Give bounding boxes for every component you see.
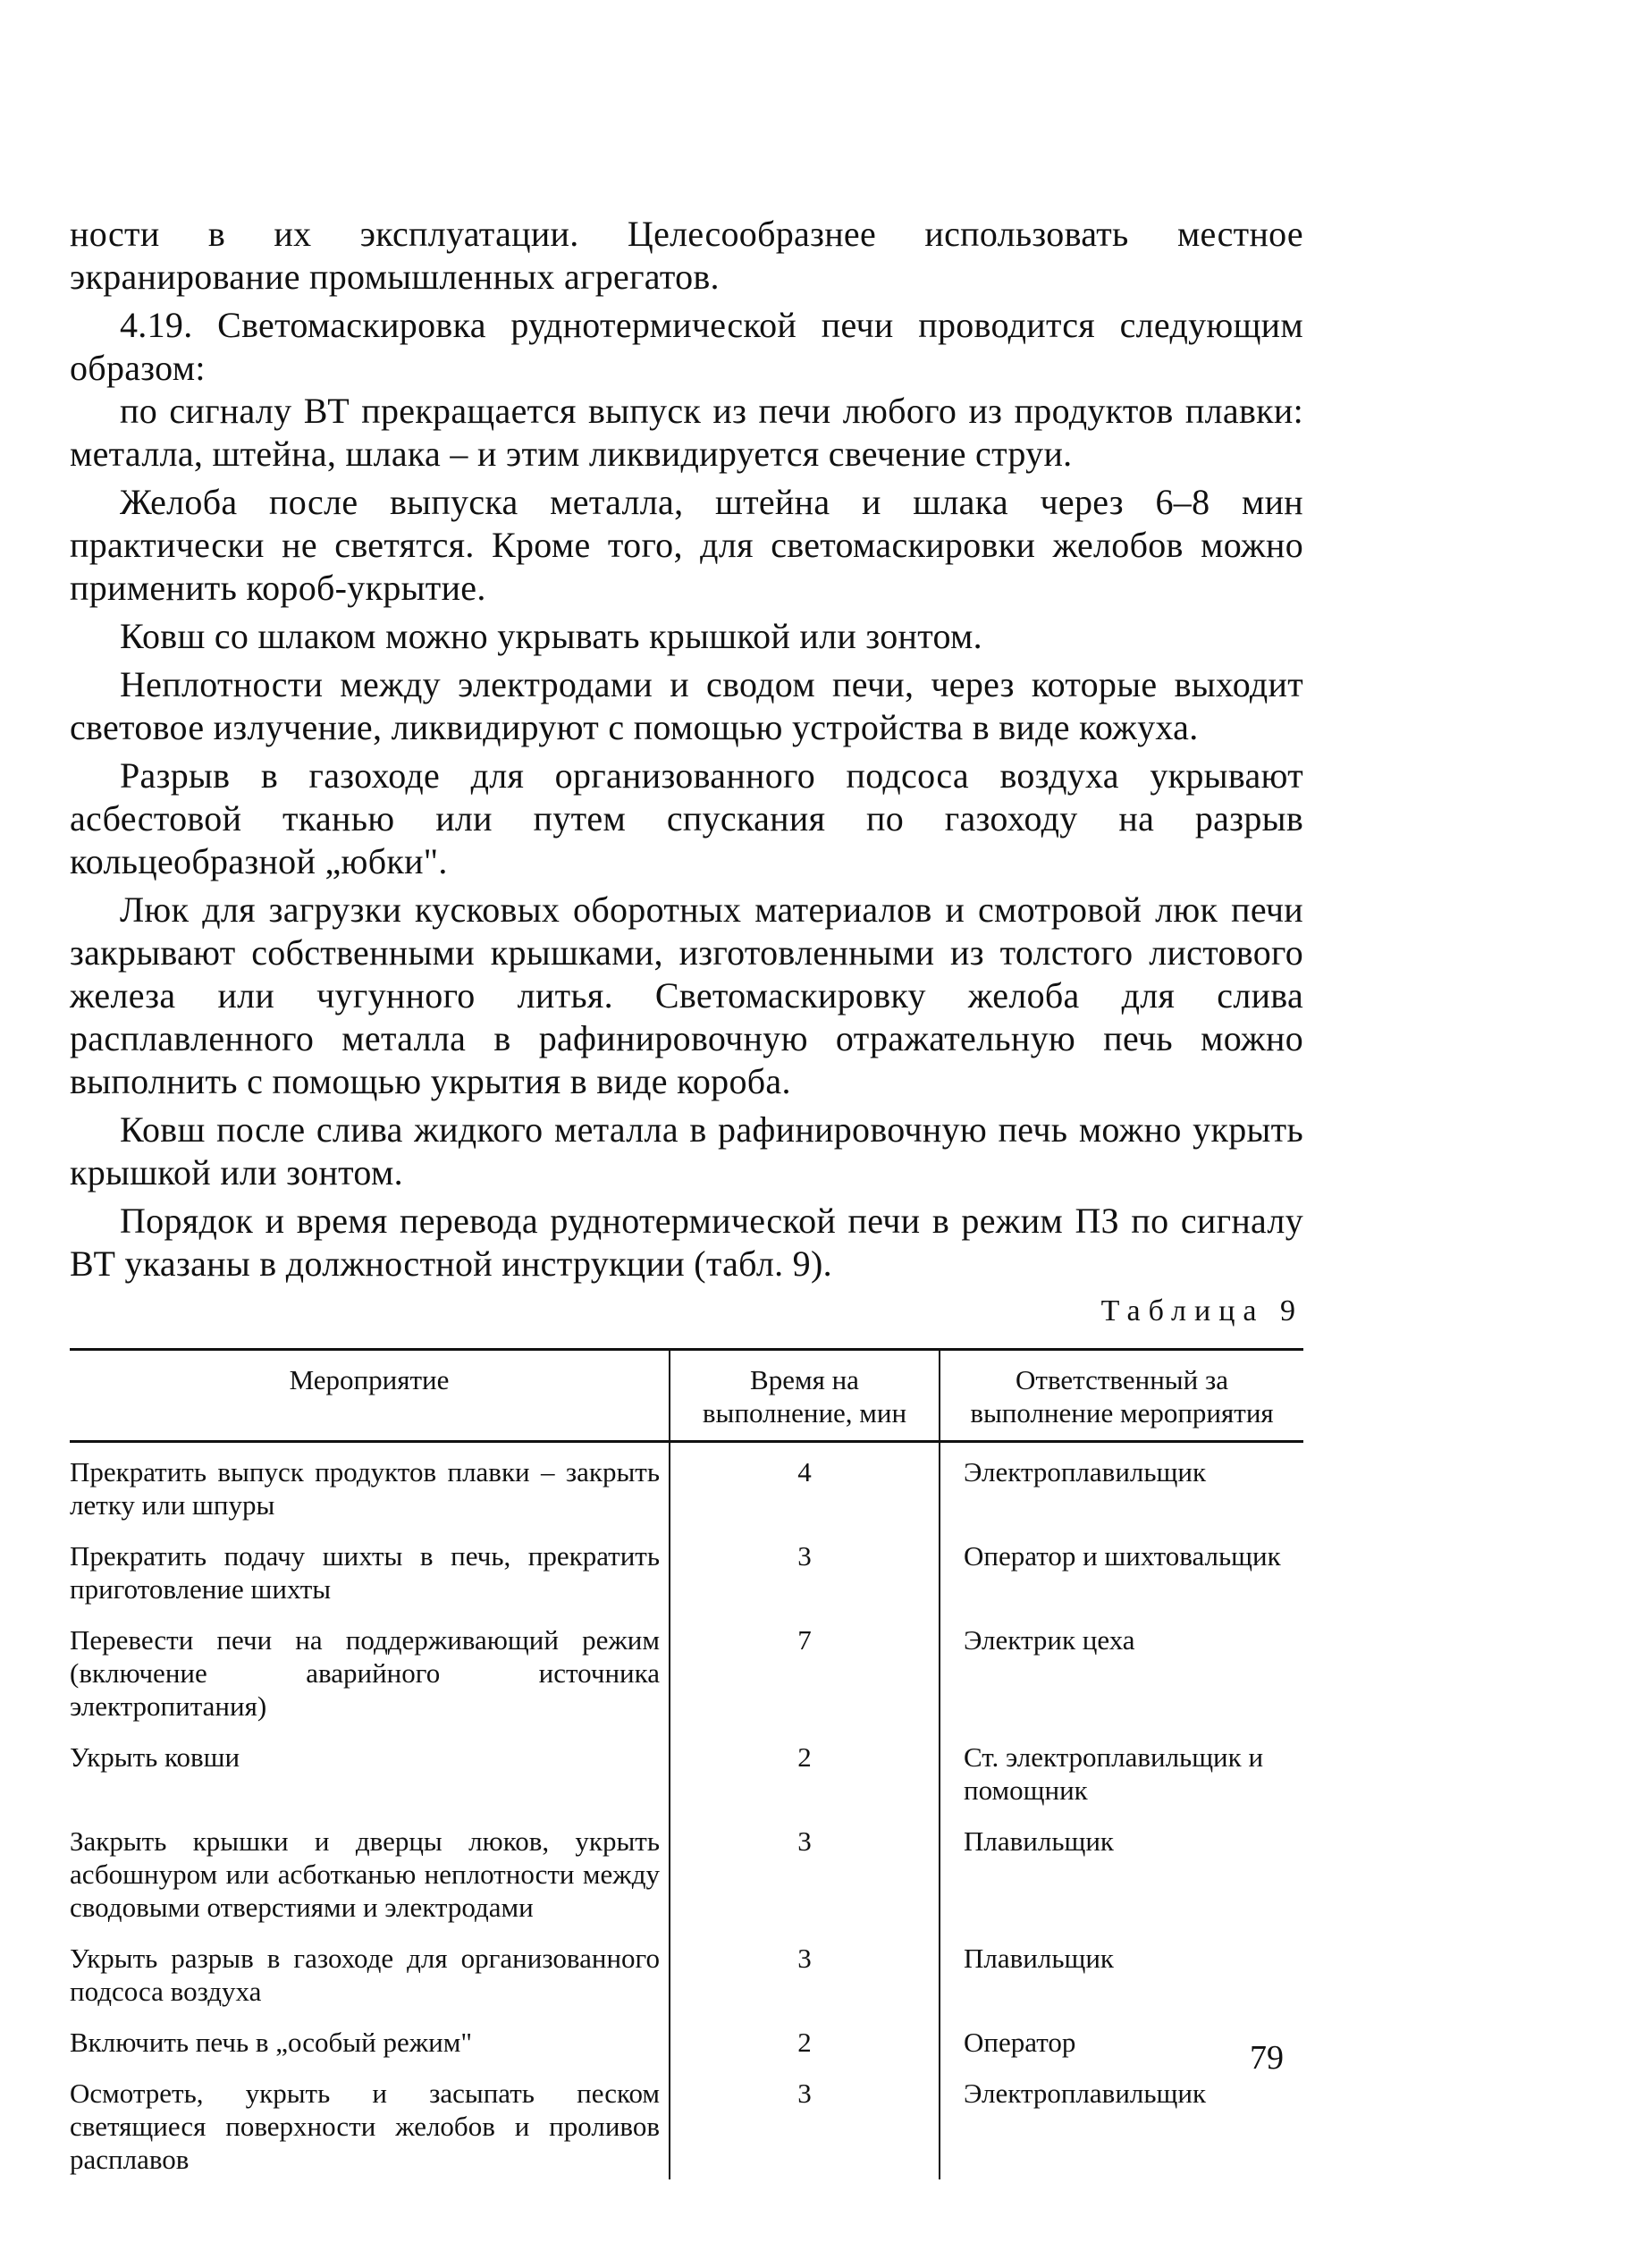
cell-task: Прекратить подачу шихты в печь, прекратить приготовление шихты: [70, 1540, 660, 1605]
cell-time: 2: [670, 1728, 940, 1812]
cell-time: 3: [670, 1812, 940, 1929]
page-number: 79: [1250, 2039, 1284, 2077]
column-header-time: Время на выполнение, мин: [670, 1350, 940, 1442]
paragraph-continuation: ности в их эксплуатации. Целесообразнее использовать местное экранирование промышленных агрегатов.: [70, 214, 1303, 297]
cell-time: 3: [670, 1929, 940, 2013]
measures-table: [70, 1348, 1303, 2179]
cell-task: Закрыть крышки и дверцы люков, укрыть асбошнуром или асботканью неплотности между сводовыми отверстиями и электродами: [70, 1825, 660, 1923]
paragraph: Порядок и время перевода руднотермической печи в режим ПЗ по сигналу ВТ указаны в должностной инструкции (табл. 9).: [70, 1201, 1303, 1284]
paragraph: Разрыв в газоходе для организованного подсоса воздуха укрывают асбестовой тканью или путем спускания по газоходу на разрыв кольцеобразной „юбки".: [70, 755, 1303, 881]
cell-time: 2: [670, 2013, 940, 2064]
cell-responsible: Оператор: [964, 2027, 1076, 2058]
table-row: [70, 1812, 1303, 1929]
table-row: [70, 1442, 1303, 1528]
table-row: [70, 1611, 1303, 1728]
cell-responsible: Плавильщик: [964, 1943, 1114, 1974]
paragraph: Ковш со шлаком можно укрывать крышкой или зонтом.: [120, 616, 982, 656]
paragraph-section-4-19: 4.19. Светомаскировка руднотермической печи проводится следующим образом:: [70, 305, 1303, 388]
cell-task: Осмотреть, укрыть и засыпать песком светящиеся поверхности желобов и проливов расплавов: [70, 2078, 660, 2175]
cell-responsible: Электроплавильщик: [964, 1456, 1207, 1488]
column-header-responsible: Ответственный за выполнение мероприятия: [940, 1350, 1303, 1442]
cell-task: Укрыть разрыв в газоходе для организованного подсоса воздуха: [70, 1943, 660, 2007]
cell-task: Укрыть ковши: [70, 1741, 240, 1773]
paragraph: Неплотности между электродами и сводом печи, через которые выходит световое излучение, ликвидируют с помощью устройства в виде кожуха.: [70, 664, 1303, 747]
cell-responsible: Оператор и шихтовальщик: [964, 1540, 1281, 1572]
table-row: [70, 1527, 1303, 1611]
cell-responsible: Электроплавильщик: [964, 2078, 1207, 2109]
cell-time: 3: [670, 2064, 940, 2179]
paragraph: Желоба после выпуска металла, штейна и шлака через 6–8 мин практически не светятся. Кроме того, для светомаскировки желобов можно применить короб-укрытие.: [70, 482, 1303, 608]
paragraph: по сигналу ВТ прекращается выпуск из печи любого из продуктов плавки: металла, штейна, шлака – и этим ликвидируется свечение струи.: [70, 391, 1303, 474]
cell-time: 3: [670, 1527, 940, 1611]
table-caption: Таблица 9: [1100, 1294, 1303, 1328]
paragraph: Люк для загрузки кусковых оборотных материалов и смотровой люк печи закрывают собственными крышками, изготовленными из толстого листового железа или чугунного литья. Светомаскировку желоба для слива расплавленного металла в рафинировочную отражательную печь можно выполнить с помощью укрытия в виде короба.: [70, 889, 1303, 1101]
table-row: [70, 1929, 1303, 2013]
cell-responsible: Плавильщик: [964, 1825, 1114, 1857]
cell-responsible: Ст. электроплавильщик и помощник: [964, 1741, 1264, 1806]
cell-time: 4: [670, 1442, 940, 1528]
paragraph: Ковш после слива жидкого металла в рафинировочную печь можно укрыть крышкой или зонтом.: [70, 1109, 1303, 1193]
cell-task: Перевести печи на поддерживающий режим (включение аварийного источника электропитания): [70, 1624, 660, 1722]
table-row: [70, 2013, 1303, 2064]
table-row: [70, 2064, 1303, 2179]
cell-responsible: Электрик цеха: [964, 1624, 1135, 1656]
page-content: [70, 213, 1303, 2179]
table-header-row: [70, 1350, 1303, 1442]
table-row: [70, 1728, 1303, 1812]
cell-task: Включить печь в „особый режим": [70, 2027, 473, 2058]
cell-time: 7: [670, 1611, 940, 1728]
column-header-task: Мероприятие: [70, 1350, 670, 1442]
cell-task: Прекратить выпуск продуктов плавки – закрыть летку или шпуры: [70, 1456, 660, 1521]
